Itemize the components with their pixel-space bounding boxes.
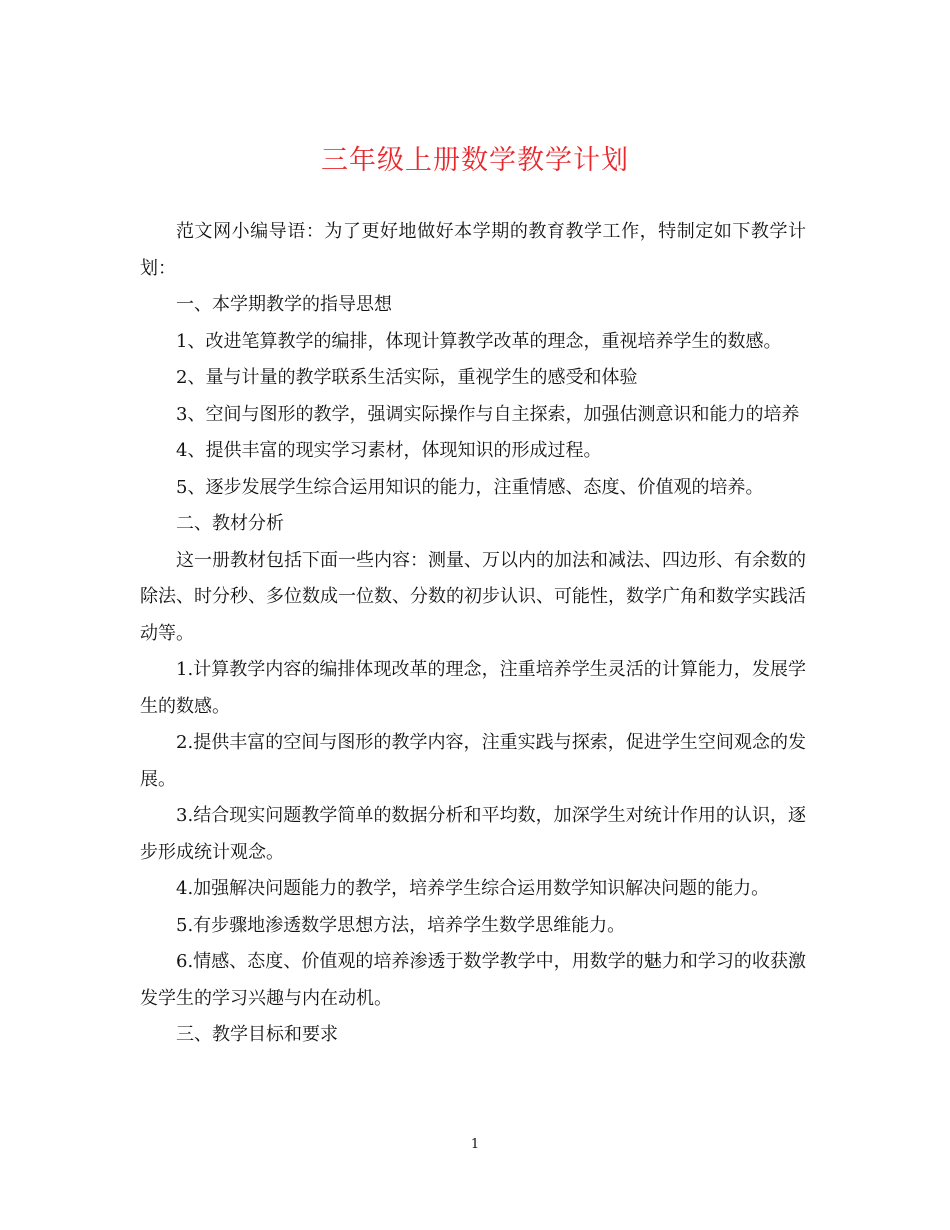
paragraph: 这一册教材包括下面一些内容：测量、万以内的加法和减法、四边形、有余数的除法、时分秒、多位数成一位数、分数的初步认识、可能性，数学广角和数学实践活动等。 xyxy=(140,549,806,644)
section-heading-2: 二、教材分析 xyxy=(176,513,284,534)
paragraph: 5.有步骤地渗透数学思想方法，培养学生数学思维能力。 xyxy=(176,914,626,936)
paragraph: 2.提供丰富的空间与图形的教学内容，注重实践与探索，促进学生空间观念的发展。 xyxy=(140,732,806,790)
paragraph-intro: 范文网小编导语：为了更好地做好本学期的教育教学工作，特制定如下教学计划： xyxy=(140,221,806,279)
page-number: 1 xyxy=(470,1137,480,1152)
paragraph: 5、逐步发展学生综合运用知识的能力，注重情感、态度、价值观的培养。 xyxy=(176,476,764,498)
paragraph: 3、空间与图形的教学，强调实际操作与自主探索，加强估测意识和能力的培养 xyxy=(176,403,800,425)
paragraph: 1、改进笔算教学的编排，体现计算教学改革的理念，重视培养学生的数感。 xyxy=(176,330,782,352)
paragraph: 3.结合现实问题教学简单的数据分析和平均数，加深学生对统计作用的认识，逐步形成统计观念。 xyxy=(140,805,806,863)
paragraph: 6.情感、态度、价值观的培养渗透于数学教学中，用数学的魅力和学习的收获激发学生的学习兴趣与内在动机。 xyxy=(140,951,806,1009)
section-heading-1: 一、本学期教学的指导思想 xyxy=(176,294,392,315)
paragraph: 4、提供丰富的现实学习素材，体现知识的形成过程。 xyxy=(176,440,602,461)
section-heading-3: 三、教学目标和要求 xyxy=(176,1024,338,1045)
document-title: 三年级上册数学教学计划 xyxy=(321,145,629,176)
paragraph: 4.加强解决问题能力的教学，培养学生综合运用数学知识解决问题的能力。 xyxy=(176,878,770,899)
paragraph: 2、量与计量的教学联系生活实际，重视学生的感受和体验 xyxy=(176,367,638,388)
paragraph: 1.计算教学内容的编排体现改革的理念，注重培养学生灵活的计算能力，发展学生的数感。 xyxy=(140,659,806,717)
document-body xyxy=(140,214,806,1054)
